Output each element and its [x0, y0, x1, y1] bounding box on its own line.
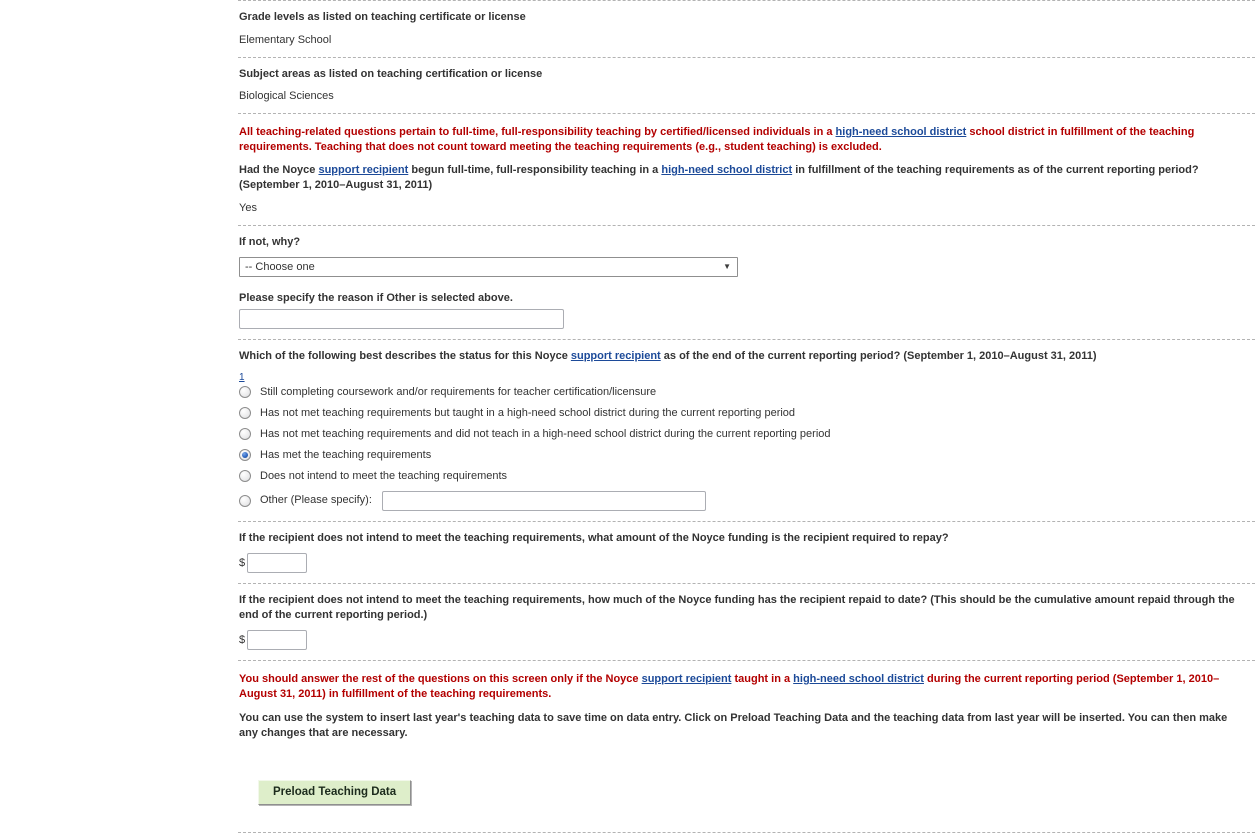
begun-teaching-question: Had the Noyce support recipient begun full-time, full-responsibility teaching in a high-need school district in fulfillment of the teaching requirements as of the current reporting period? (September 1, 2010–August 31, 2011): [239, 164, 1199, 191]
teaching-notice-text: [239, 125, 1239, 154]
radio-still-completing[interactable]: [239, 386, 251, 398]
notice1-text-post: school district in fulfillment of the teaching requirements. Teaching that does not count toward meeting the teaching requirements (e.g., student teaching) is excluded.: [239, 126, 1195, 153]
chevron-down-icon: ▼: [723, 261, 731, 271]
support-recipient-link[interactable]: support recipient: [570, 350, 661, 362]
status-option-row: [239, 428, 1241, 441]
preload-teaching-data-button[interactable]: Preload Teaching Data: [258, 780, 411, 805]
section-grade-levels: [238, 0, 1255, 57]
if-not-why-question: If not, why?: [239, 236, 301, 248]
status-option-row-other: [239, 491, 1241, 511]
radio-does-not-intend[interactable]: [239, 470, 251, 482]
radio-label: Other (Please specify):: [260, 494, 372, 506]
section-subject-areas: [238, 57, 1255, 114]
high-need-district-link[interactable]: high-need school district: [793, 673, 924, 685]
radio-label: Does not intend to meet the teaching requirements: [260, 469, 508, 482]
grade-levels-question: Grade levels as listed on teaching certificate or license: [239, 11, 526, 23]
radio-other[interactable]: [239, 495, 251, 507]
preload-info-text: You can use the system to insert last year's teaching data to save time on data entry. Click on Preload Teaching Data and the teaching data from last year will be inserted. You can then make any changes that are necessary.: [239, 712, 1228, 739]
status-question: Which of the following best describes the status for this Noyce support recipient as of the end of the current reporting period? (September 1, 2010–August 31, 2011): [239, 350, 1097, 362]
form-content: [238, 0, 1255, 833]
subject-areas-answer: Biological Sciences: [239, 90, 334, 102]
radio-not-met-did-not-teach[interactable]: [239, 428, 251, 440]
required-repay-question: If the recipient does not intend to meet the teaching requirements, what amount of the Noyce funding is the recipient required to repay?: [239, 531, 949, 544]
required-repay-input[interactable]: [247, 553, 307, 573]
specify-reason-question: Please specify the reason if Other is selected above.: [239, 291, 513, 304]
repaid-to-date-input[interactable]: [247, 630, 307, 650]
section-status: [238, 339, 1255, 521]
answer-rest-notice: You should answer the rest of the questions on this screen only if the Noyce support recipient taught in a high-need school district during the current reporting period (September 1, 2010–August 31, 2011) in fulfillment of the teaching requirements.: [239, 673, 1220, 700]
begun-teaching-answer: Yes: [239, 202, 257, 214]
subject-areas-question: Subject areas as listed on teaching certification or license: [239, 67, 543, 80]
section-if-not-why: [238, 225, 1255, 339]
footnote-1-link[interactable]: 1: [239, 371, 245, 383]
section-required-repay: [238, 521, 1255, 584]
high-need-district-link[interactable]: high-need school district: [661, 164, 793, 176]
section-repaid-to-date: [238, 583, 1255, 660]
repaid-to-date-question: If the recipient does not intend to meet the teaching requirements, how much of the Noyce funding has the recipient repaid to date? (This should be the cumulative amount repaid through the end of the current reporting period.): [239, 594, 1235, 621]
select-value: -- Choose one: [245, 260, 315, 273]
status-option-row: [239, 407, 1241, 420]
support-recipient-link[interactable]: support recipient: [641, 673, 732, 685]
grade-levels-answer: Elementary School: [239, 33, 332, 46]
support-recipient-link[interactable]: support recipient: [318, 164, 409, 176]
notice1-text-pre: All teaching-related questions pertain to full-time, full-responsibility teaching by certified/licensed individuals in a: [239, 126, 836, 138]
radio-label: Has not met teaching requirements and did not teach in a high-need school district during the current reporting period: [260, 427, 831, 440]
section-teaching-notice: [238, 113, 1255, 225]
radio-has-met-requirements[interactable]: [239, 449, 251, 461]
specify-reason-input[interactable]: [239, 309, 564, 329]
status-option-row: [239, 470, 1241, 483]
other-specify-input[interactable]: [382, 491, 706, 511]
section-preload: [238, 660, 1255, 833]
radio-label: Has met the teaching requirements: [260, 448, 432, 461]
radio-label: Still completing coursework and/or requirements for teacher certification/licensure: [260, 385, 657, 398]
radio-label: Has not met teaching requirements but taught in a high-need school district during the current reporting period: [260, 406, 796, 419]
repaid-input-row: [239, 630, 1241, 650]
radio-not-met-taught[interactable]: [239, 407, 251, 419]
high-need-district-link[interactable]: high-need school district: [835, 126, 967, 138]
repay-input-row: [239, 553, 1241, 573]
dollar-sign: $: [239, 557, 246, 569]
dollar-sign: $: [239, 634, 246, 646]
status-option-row: [239, 449, 1241, 462]
if-not-why-select[interactable]: [239, 257, 738, 277]
status-option-row: [239, 386, 1241, 399]
